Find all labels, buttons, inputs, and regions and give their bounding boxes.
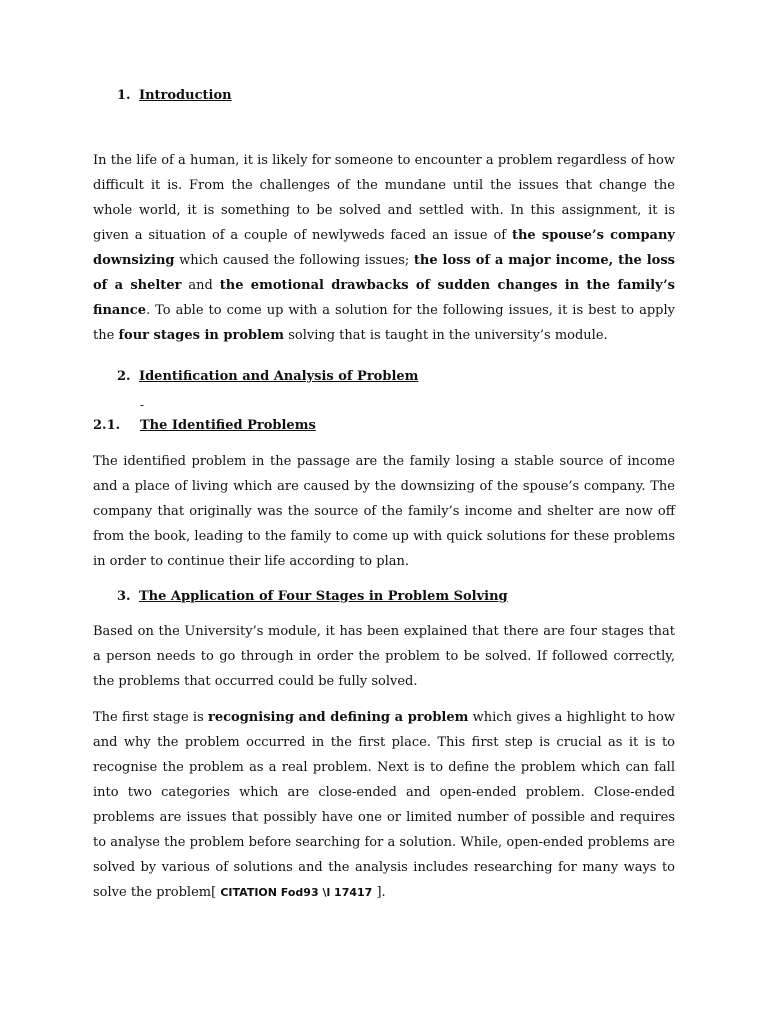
intro-bold-1: the spouse’s company downsizing bbox=[93, 228, 675, 268]
stray-dash: - bbox=[140, 398, 145, 412]
first-stage-bold-1: recognising and defining a problem bbox=[208, 710, 469, 725]
heading-introduction bbox=[117, 88, 232, 103]
intro-text-5: . To able to come up with a solution for the following issues, it is best to apply the bbox=[93, 303, 675, 343]
heading-identification bbox=[117, 369, 418, 384]
heading-application bbox=[117, 589, 508, 604]
heading-number: 1. bbox=[117, 88, 131, 103]
intro-bold-5: four stages in problem bbox=[118, 328, 285, 343]
heading-title: The Identified Problems bbox=[140, 418, 316, 433]
intro-text-6: solving that is taught in the university’s module. bbox=[284, 328, 608, 343]
heading-title: The Application of Four Stages in Problem Solving bbox=[139, 589, 508, 604]
heading-title: Introduction bbox=[139, 88, 232, 103]
intro-text-1: In the life of a human, it is likely for someone to encounter a problem regardless of how difficult it is. From the challenges of the mundane until the issues that change the whole world, it is something to be solved and settled with. In this assignment, it is given a situation of a couple of newlyweds faced an issue of bbox=[93, 153, 675, 243]
heading-number: 2. bbox=[117, 369, 131, 384]
intro-bold-3: the loss of a shelter bbox=[93, 253, 675, 293]
intro-text-4: and bbox=[181, 278, 220, 293]
intro-text-2: which caused the following issues; bbox=[174, 253, 414, 268]
intro-bold-4: the emotional drawbacks of sudden changes in the family’s finance bbox=[93, 278, 675, 318]
heading-identified-problems bbox=[93, 418, 316, 433]
application-paragraph: Based on the University’s module, it has been explained that there are four stages that a person needs to go through in order the problem to be solved. If followed correctly, the problems that occurred could be fully solved. bbox=[93, 624, 675, 689]
heading-title: Identification and Analysis of Problem bbox=[139, 369, 419, 384]
intro-bold-2: the loss of a major income bbox=[413, 253, 609, 268]
citation-field: CITATION Fod93 \l 17417 bbox=[220, 886, 373, 899]
identified-paragraph: The identified problem in the passage are the family losing a stable source of income and a place of living which are caused by the downsizing of the spouse’s company. The company that originally was the source of the family’s income and shelter are now off from the book, leading to the family to come up with quick solutions for these problems in order to continue their life according to plan. bbox=[93, 454, 675, 569]
first-stage-text-2: which gives a highlight to how and why the problem occurred in the first place. This first step is crucial as it is to recognise the problem as a real problem. Next is to define the problem which can fall into two categories which are close-ended and open-ended problem. Close-ended problems are issues that possibly have one or limited number of possible and requires to analyse the problem before searching for a solution. While, open-ended problems are solved by various of solutions and the analysis includes researching for many ways to solve the problem bbox=[93, 710, 675, 900]
citation-open: [ bbox=[211, 885, 221, 900]
intro-paragraph bbox=[93, 148, 675, 348]
heading-number: 3. bbox=[117, 589, 131, 604]
intro-text-3: , bbox=[608, 253, 619, 268]
heading-number: 2.1. bbox=[93, 418, 121, 433]
first-stage-paragraph bbox=[93, 705, 675, 905]
citation-close: ]. bbox=[372, 885, 386, 900]
first-stage-text-1: The first stage is bbox=[93, 710, 209, 725]
